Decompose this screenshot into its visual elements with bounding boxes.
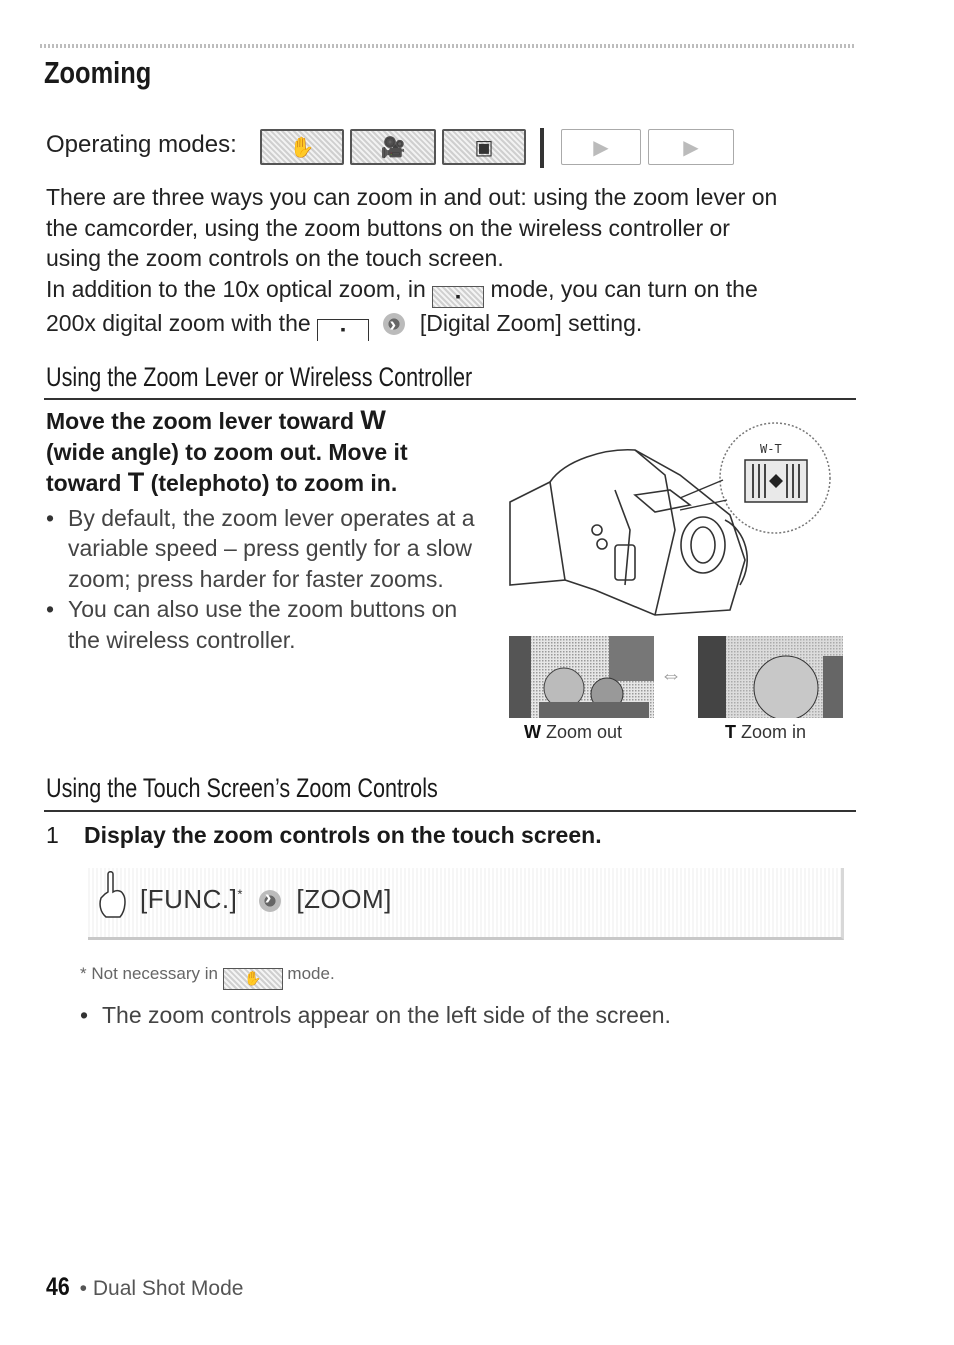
touch-instruction: [140, 884, 392, 915]
playback-movie-icon: ▶: [561, 129, 641, 165]
chapter-name: Dual Shot Mode: [92, 1277, 244, 1300]
intro-text: In addition to the 10x optical zoom, in: [46, 275, 426, 302]
arrow-icon: [383, 313, 405, 335]
caption-text: Zoom out: [541, 722, 623, 742]
w-key-label: W: [360, 405, 386, 435]
intro-line: the camcorder, using the zoom buttons on the wireless controller or: [46, 214, 730, 241]
operating-modes-label: Operating modes:: [46, 131, 237, 158]
func-button-label: [FUNC.]: [140, 884, 238, 914]
zoom-in-photo: [698, 636, 843, 718]
touch-section-heading: Using the Touch Screen’s Zoom Controls: [46, 773, 438, 803]
intro-paragraph: [46, 182, 861, 341]
mode-separator: [540, 128, 544, 168]
auto-mode-icon: ✋: [260, 129, 344, 165]
footnote-mark: *: [237, 886, 243, 902]
list-item: • The zoom controls appear on the left side of the screen.: [80, 1002, 954, 1029]
intro-line: There are three ways you can zoom in and out: using the zoom lever on: [46, 184, 778, 210]
list-item: • You can also use the zoom buttons on the wireless controller.: [46, 594, 486, 655]
camcorder-illustration: [505, 420, 850, 630]
movie-mode-icon: 🎥: [350, 129, 436, 165]
instruction-line: [46, 405, 476, 437]
instruction-text: (telephoto) to zoom in.: [144, 470, 398, 496]
t-key-label: T: [127, 467, 145, 497]
footer-separator: •: [79, 1277, 88, 1300]
zoom-out-caption: [524, 722, 622, 743]
instruction-line: [46, 467, 476, 499]
zoom-in-caption: [725, 722, 806, 743]
intro-text: mode, you can turn on the: [490, 275, 758, 302]
lever-instruction: [46, 405, 476, 499]
zoom-out-photo: [509, 636, 654, 718]
intro-text: 200x digital zoom with the: [46, 309, 311, 336]
section-rule: [44, 810, 856, 812]
zoom-button-label: [ZOOM]: [296, 884, 392, 914]
caption-text: Zoom in: [736, 722, 807, 742]
instruction-text: toward: [46, 470, 128, 496]
swap-arrow-icon: ⇔: [660, 662, 682, 687]
lever-label: W-T: [760, 442, 782, 456]
footnote-text: mode.: [287, 964, 335, 983]
footnote: [80, 964, 335, 990]
section-rule: [44, 398, 856, 400]
instruction-text: Move the zoom lever toward: [46, 408, 361, 434]
footnote-text: * Not necessary in: [80, 964, 218, 983]
instruction-line: (wide angle) to zoom out. Move it: [46, 438, 408, 465]
playback-photo-icon: ▶: [648, 129, 734, 165]
list-item: • By default, the zoom lever operates at a variable speed – press gently for a slow zoom; press harder for faster zooms.: [46, 503, 486, 594]
intro-line: using the zoom controls on the touch screen.: [46, 245, 504, 271]
step-1: [46, 822, 602, 849]
intro-line: [46, 308, 861, 341]
step-text: Display the zoom controls on the touch screen.: [84, 822, 602, 848]
arrow-icon: [259, 890, 281, 912]
caption-key: W: [524, 722, 541, 742]
auto-mode-icon: ✋: [223, 968, 283, 990]
lever-section-heading: Using the Zoom Lever or Wireless Controller: [46, 362, 473, 392]
page-number: 46: [46, 1273, 70, 1301]
intro-line: [46, 274, 861, 308]
movie-menu-icon: ▪: [317, 319, 369, 341]
lever-bullets: [46, 503, 486, 655]
movie-mode-icon: ▪: [432, 286, 484, 308]
page-title: Zooming: [44, 55, 152, 90]
photo-mode-icon: ▣: [442, 129, 526, 165]
touch-hand-icon: [96, 870, 130, 920]
step-number: 1: [46, 822, 59, 848]
page-footer: [46, 1273, 243, 1302]
caption-key: T: [725, 722, 736, 742]
top-rule: [40, 44, 855, 48]
intro-text: [Digital Zoom] setting.: [419, 309, 643, 336]
